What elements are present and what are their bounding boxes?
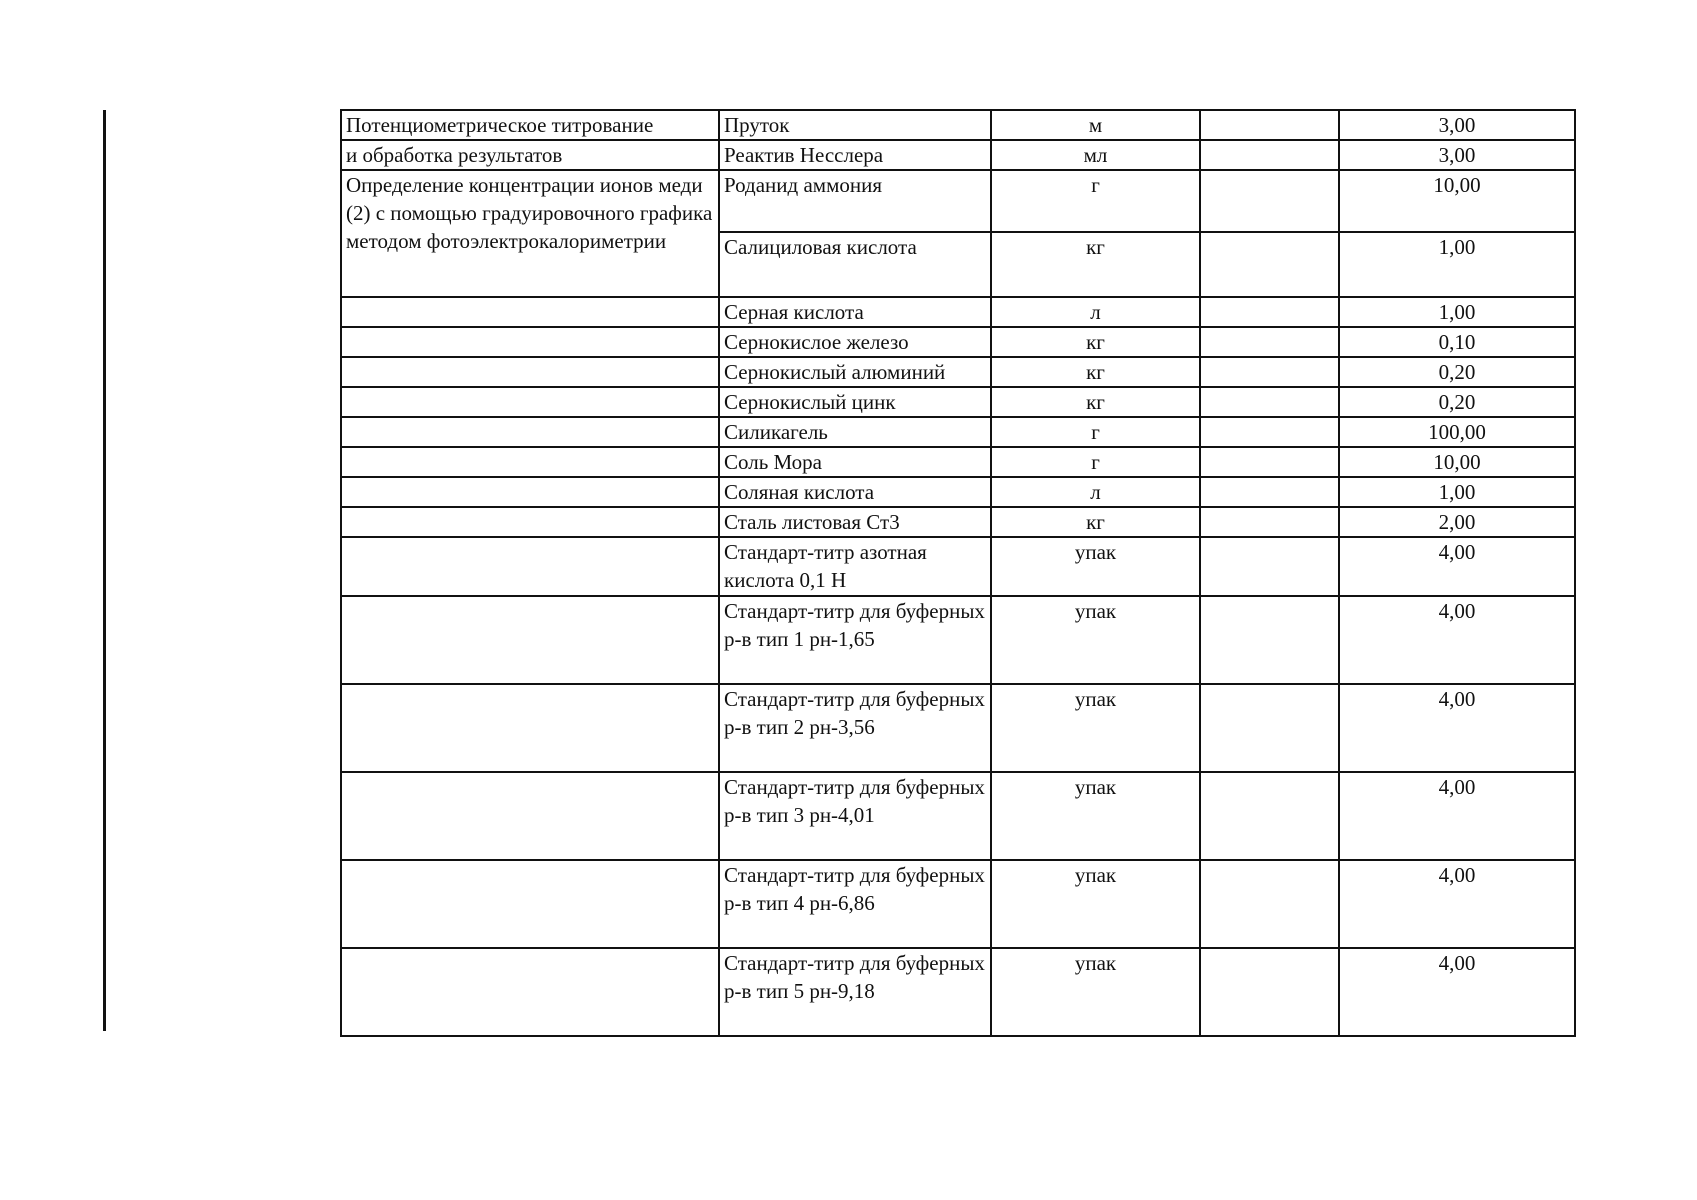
material-name-cell: Стандарт-титр для буферных р-в тип 5 рн-9,18	[719, 948, 991, 1036]
empty-cell	[1200, 357, 1339, 387]
table-row	[341, 507, 1575, 537]
unit-cell: г	[991, 447, 1200, 477]
work-description-cell: Потенциометрическое титрование	[341, 110, 719, 140]
unit-cell: г	[991, 417, 1200, 447]
table-row	[341, 477, 1575, 507]
work-description-cell	[341, 447, 719, 477]
empty-cell	[1200, 684, 1339, 772]
work-description-cell: и обработка результатов	[341, 140, 719, 170]
empty-cell	[1200, 140, 1339, 170]
material-name-cell: Салициловая кислота	[719, 232, 991, 297]
work-description-cell	[341, 537, 719, 596]
work-description-cell	[341, 860, 719, 948]
unit-cell: л	[991, 477, 1200, 507]
empty-cell	[1200, 327, 1339, 357]
unit-cell: упак	[991, 860, 1200, 948]
unit-cell: упак	[991, 948, 1200, 1036]
work-description-cell	[341, 477, 719, 507]
quantity-cell: 3,00	[1339, 140, 1575, 170]
work-description-cell	[341, 327, 719, 357]
table-row	[341, 596, 1575, 684]
empty-cell	[1200, 447, 1339, 477]
quantity-cell: 4,00	[1339, 537, 1575, 596]
quantity-cell: 4,00	[1339, 948, 1575, 1036]
empty-cell	[1200, 507, 1339, 537]
quantity-cell: 3,00	[1339, 110, 1575, 140]
work-description-cell	[341, 417, 719, 447]
table-row	[341, 447, 1575, 477]
table-row	[341, 772, 1575, 860]
work-description-cell	[341, 507, 719, 537]
table-row	[341, 110, 1575, 140]
empty-cell	[1200, 596, 1339, 684]
material-name-cell: Сталь листовая Ст3	[719, 507, 991, 537]
quantity-cell: 1,00	[1339, 232, 1575, 297]
materials-table	[340, 109, 1576, 1037]
material-name-cell: Соляная кислота	[719, 477, 991, 507]
table-row	[341, 387, 1575, 417]
empty-cell	[1200, 537, 1339, 596]
quantity-cell: 0,20	[1339, 387, 1575, 417]
quantity-cell: 10,00	[1339, 447, 1575, 477]
empty-cell	[1200, 948, 1339, 1036]
quantity-cell: 4,00	[1339, 596, 1575, 684]
material-name-cell: Стандарт-титр для буферных р-в тип 1 рн-1,65	[719, 596, 991, 684]
quantity-cell: 1,00	[1339, 477, 1575, 507]
empty-cell	[1200, 860, 1339, 948]
quantity-cell: 10,00	[1339, 170, 1575, 232]
material-name-cell: Сернокислое железо	[719, 327, 991, 357]
unit-cell: кг	[991, 357, 1200, 387]
empty-cell	[1200, 170, 1339, 232]
work-description-cell	[341, 357, 719, 387]
material-name-cell: Сернокислый цинк	[719, 387, 991, 417]
work-description-cell	[341, 297, 719, 327]
work-description-cell: Определение концентрации ионов меди (2) с помощью градуировочного графика методом фотоэлектрокалориметрии	[341, 170, 719, 297]
empty-cell	[1200, 772, 1339, 860]
quantity-cell: 4,00	[1339, 860, 1575, 948]
unit-cell: упак	[991, 596, 1200, 684]
empty-cell	[1200, 417, 1339, 447]
quantity-cell: 0,20	[1339, 357, 1575, 387]
table-row	[341, 860, 1575, 948]
unit-cell: мл	[991, 140, 1200, 170]
table-row	[341, 140, 1575, 170]
table-row	[341, 170, 1575, 232]
table-row	[341, 357, 1575, 387]
materials-table-body	[341, 110, 1575, 1036]
quantity-cell: 2,00	[1339, 507, 1575, 537]
work-description-cell	[341, 387, 719, 417]
material-name-cell: Стандарт-титр для буферных р-в тип 3 рн-4,01	[719, 772, 991, 860]
quantity-cell: 100,00	[1339, 417, 1575, 447]
material-name-cell: Соль Мора	[719, 447, 991, 477]
material-name-cell: Стандарт-титр для буферных р-в тип 2 рн-3,56	[719, 684, 991, 772]
unit-cell: м	[991, 110, 1200, 140]
work-description-cell	[341, 948, 719, 1036]
table-row	[341, 417, 1575, 447]
unit-cell: кг	[991, 507, 1200, 537]
work-description-cell	[341, 772, 719, 860]
unit-cell: л	[991, 297, 1200, 327]
unit-cell: упак	[991, 684, 1200, 772]
empty-cell	[1200, 110, 1339, 140]
table-row	[341, 297, 1575, 327]
empty-cell	[1200, 477, 1339, 507]
empty-cell	[1200, 297, 1339, 327]
empty-cell	[1200, 232, 1339, 297]
unit-cell: г	[991, 170, 1200, 232]
empty-cell	[1200, 387, 1339, 417]
unit-cell: кг	[991, 387, 1200, 417]
material-name-cell: Серная кислота	[719, 297, 991, 327]
quantity-cell: 4,00	[1339, 772, 1575, 860]
material-name-cell: Роданид аммония	[719, 170, 991, 232]
work-description-cell	[341, 684, 719, 772]
unit-cell: упак	[991, 772, 1200, 860]
material-name-cell: Пруток	[719, 110, 991, 140]
table-row	[341, 948, 1575, 1036]
material-name-cell: Стандарт-титр для буферных р-в тип 4 рн-6,86	[719, 860, 991, 948]
quantity-cell: 1,00	[1339, 297, 1575, 327]
unit-cell: упак	[991, 537, 1200, 596]
table-row	[341, 327, 1575, 357]
table-row	[341, 537, 1575, 596]
unit-cell: кг	[991, 327, 1200, 357]
quantity-cell: 0,10	[1339, 327, 1575, 357]
page-margin-rule	[103, 110, 106, 1031]
work-description-cell	[341, 596, 719, 684]
material-name-cell: Сернокислый алюминий	[719, 357, 991, 387]
table-row	[341, 684, 1575, 772]
material-name-cell: Реактив Несслера	[719, 140, 991, 170]
quantity-cell: 4,00	[1339, 684, 1575, 772]
material-name-cell: Силикагель	[719, 417, 991, 447]
material-name-cell: Стандарт-титр азотная кислота 0,1 Н	[719, 537, 991, 596]
unit-cell: кг	[991, 232, 1200, 297]
